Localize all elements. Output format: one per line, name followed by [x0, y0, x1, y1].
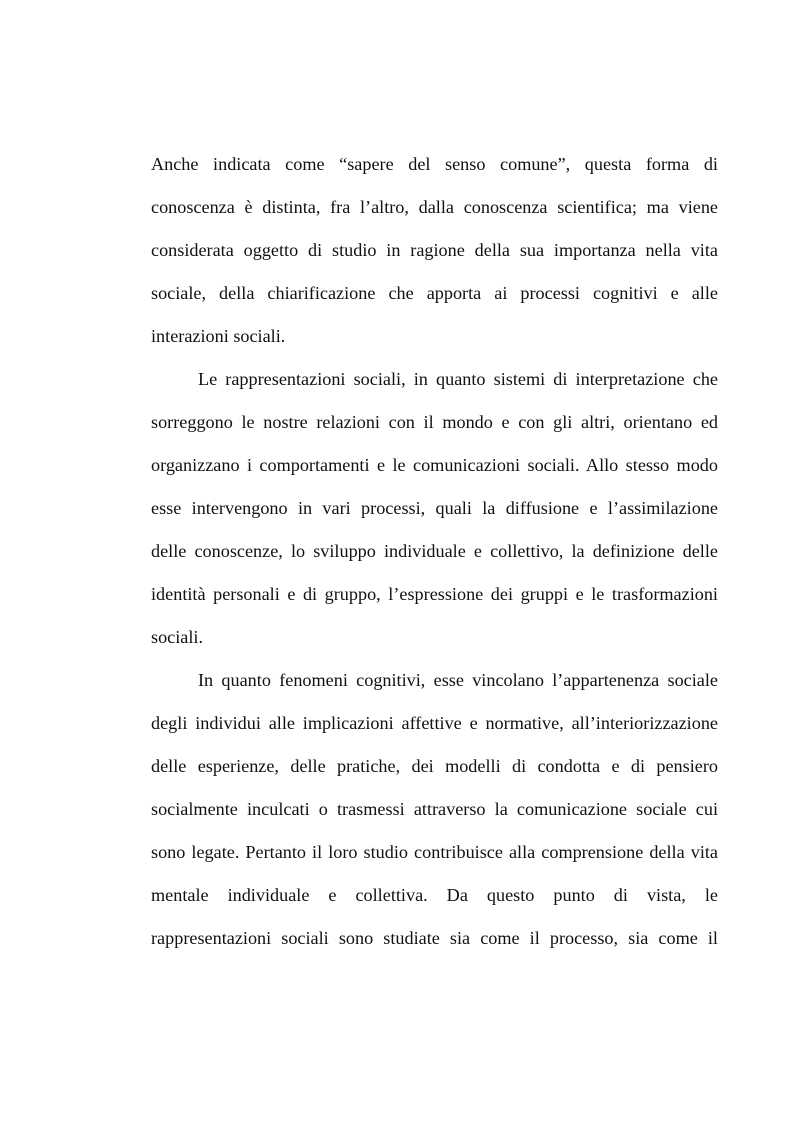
text-line: considerata oggetto di studio in ragione della sua importanza nella vita: [151, 240, 718, 260]
text-line: sorreggono le nostre relazioni con il mondo e con gli altri, orientano ed: [151, 412, 718, 432]
text-line: delle conoscenze, lo sviluppo individuale e collettivo, la definizione delle: [151, 541, 718, 561]
text-line: esse intervengono in vari processi, quali la diffusione e l’assimilazione: [151, 498, 718, 518]
paragraph-2: [151, 358, 718, 659]
text-line: rappresentazioni sociali sono studiate sia come il processo, sia come il: [151, 928, 718, 948]
body-text: [151, 143, 718, 960]
text-line: socialmente inculcati o trasmessi attraverso la comunicazione sociale cui: [151, 799, 718, 819]
paragraph-3: [151, 659, 718, 960]
text-line: identità personali e di gruppo, l’espressione dei gruppi e le trasformazioni: [151, 584, 718, 604]
text-line: Anche indicata come “sapere del senso comune”, questa forma di: [151, 154, 718, 174]
text-line: sono legate. Pertanto il loro studio contribuisce alla comprensione della vita: [151, 842, 718, 862]
text-line: sociali.: [151, 627, 204, 647]
text-line: sociale, della chiarificazione che apporta ai processi cognitivi e alle: [151, 283, 718, 303]
text-line: interazioni sociali.: [151, 326, 286, 346]
text-line: mentale individuale e collettiva. Da questo punto di vista, le: [151, 885, 718, 905]
text-line: Le rappresentazioni sociali, in quanto sistemi di interpretazione che: [198, 369, 718, 389]
text-line: conoscenza è distinta, fra l’altro, dalla conoscenza scientifica; ma viene: [151, 197, 718, 217]
text-line: In quanto fenomeni cognitivi, esse vincolano l’appartenenza sociale: [198, 670, 718, 690]
text-line: delle esperienze, delle pratiche, dei modelli di condotta e di pensiero: [151, 756, 718, 776]
paragraph-1: [151, 143, 718, 358]
text-line: degli individui alle implicazioni affettive e normative, all’interiorizzazione: [151, 713, 718, 733]
text-line: organizzano i comportamenti e le comunicazioni sociali. Allo stesso modo: [151, 455, 718, 475]
